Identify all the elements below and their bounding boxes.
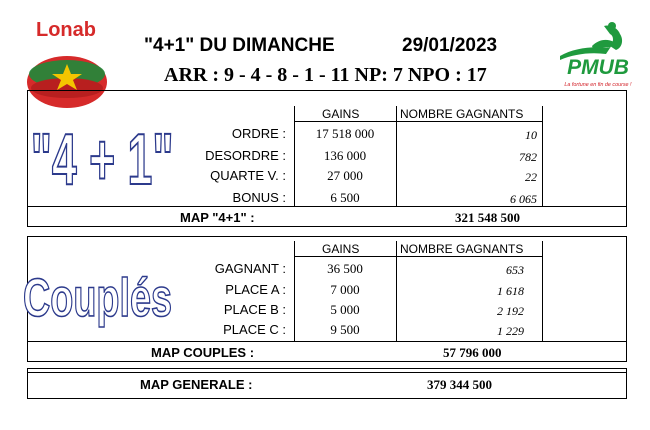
pmub-tagline: La fortune en fin de course ! (564, 82, 632, 88)
row-desordre-label: DESORDRE : (205, 148, 286, 163)
section-41-art-text: "4 + 1" (30, 119, 174, 200)
section-couples-divider (27, 341, 626, 342)
col-winners-header: NOMBRE GAGNANTS (400, 107, 524, 121)
row-place-c-label: PLACE C : (223, 322, 286, 337)
row-quarte-label: QUARTE V. : (210, 168, 286, 183)
pmub-logo (552, 18, 638, 90)
row-bonus-winners: 6 065 (510, 192, 537, 206)
map-41-value: 321 548 500 (455, 210, 520, 225)
row-place-a-label: PLACE A : (225, 282, 286, 297)
row-place-c-winners: 1 229 (497, 324, 524, 338)
map-couples-value: 57 796 000 (443, 345, 502, 360)
page-title: "4+1" DU DIMANCHE (144, 35, 335, 56)
row-place-a-winners: 1 618 (497, 284, 524, 298)
couples-col-gains-header: GAINS (322, 242, 360, 256)
row-ordre-winners: 10 (525, 128, 537, 142)
row-quarte-winners: 22 (525, 170, 537, 184)
pmub-logo-text: PMUB (567, 56, 629, 79)
row-gagnant-winners: 653 (506, 263, 524, 277)
row-gagnant-gains: 36 500 (327, 261, 363, 276)
lonab-logo-text: Lonab (36, 19, 96, 41)
row-place-b-winners: 2 192 (497, 304, 524, 318)
map-41-label: MAP "4+1" : (180, 210, 255, 225)
map-general-label: MAP GENERALE : (140, 377, 253, 392)
col-gains-header: GAINS (322, 107, 360, 121)
row-place-c-gains: 9 500 (330, 322, 360, 337)
map-couples-label: MAP COUPLES : (151, 345, 255, 360)
section-couples-art-text: Couplés (22, 267, 173, 328)
row-ordre-label: ORDRE : (231, 126, 286, 141)
couples-col-winners-header: NOMBRE GAGNANTS (400, 242, 524, 256)
row-bonus-label: BONUS : (232, 190, 286, 205)
row-desordre-gains: 136 000 (323, 148, 367, 163)
row-bonus-gains: 6 500 (330, 190, 360, 205)
map-general-value: 379 344 500 (427, 377, 492, 392)
row-desordre-winners: 782 (519, 150, 537, 164)
race-date: 29/01/2023 (402, 35, 498, 56)
header-underline (294, 121, 543, 122)
arrival-line: ARR : 9 - 4 - 8 - 1 - 11 NP: 7 NPO : 17 (164, 64, 487, 86)
row-place-b-label: PLACE B : (223, 302, 286, 317)
row-gagnant-label: GAGNANT : (214, 261, 286, 276)
row-ordre-gains: 17 518 000 (315, 126, 375, 141)
row-quarte-gains: 27 000 (327, 168, 363, 183)
couples-header-underline (294, 256, 543, 257)
row-place-a-gains: 7 000 (330, 282, 360, 297)
row-place-b-gains: 5 000 (330, 302, 360, 317)
map-general-inner-line (27, 372, 626, 373)
